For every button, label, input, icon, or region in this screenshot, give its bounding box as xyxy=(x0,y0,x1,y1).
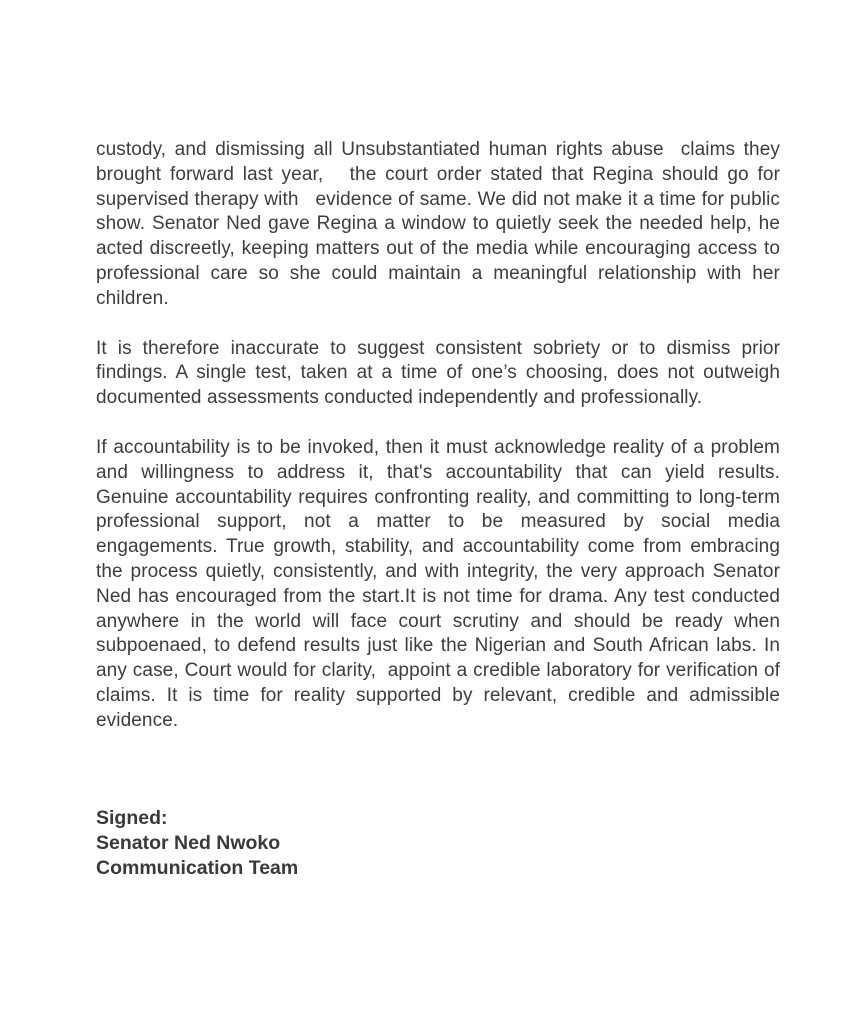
signature-block xyxy=(96,806,780,881)
signature-label: Signed: xyxy=(96,806,168,829)
paragraph-custody-continuation: custody, and dismissing all Unsubstantiated human rights abuse claims they brought forward last year, the court order stated that Regina should go for supervised therapy with evidence of same. We did not make it a time for public show. Senator Ned gave Regina a window to quietly seek the needed help, he acted discreetly, keeping matters out of the media while encouraging access to professional care so she could maintain a meaningful relationship with her children. xyxy=(96,139,786,309)
paragraph-inaccurate-claim: It is therefore inaccurate to suggest consistent sobriety or to dismiss prior findings. A single test, taken at a time of one’s choosing, does not outweigh documented assessments conducted independently and professionally. xyxy=(96,337,786,409)
paragraph-accountability: If accountability is to be invoked, then it must acknowledge reality of a problem and willingness to address it, that's accountability that can yield results. Genuine accountability requires confronting reality, and committing to long-term professional support, not a matter to be measured by social media engagements. True growth, stability, and accountability come from embracing the process quietly, consistently, and with integrity, the very approach Senator Ned has encouraged from the start.It is not time for drama. Any test conducted anywhere in the world will face court scrutiny and should be ready when subpoenaed, to defend results just like the Nigerian and South African labs. In any case, Court would for clarity, appoint a credible laboratory for verification of claims. It is time for reality supported by relevant, credible and admissible evidence. xyxy=(96,436,791,731)
signature-name: Senator Ned Nwoko xyxy=(96,831,281,854)
signature-team: Communication Team xyxy=(96,856,299,879)
statement-body xyxy=(96,138,791,734)
